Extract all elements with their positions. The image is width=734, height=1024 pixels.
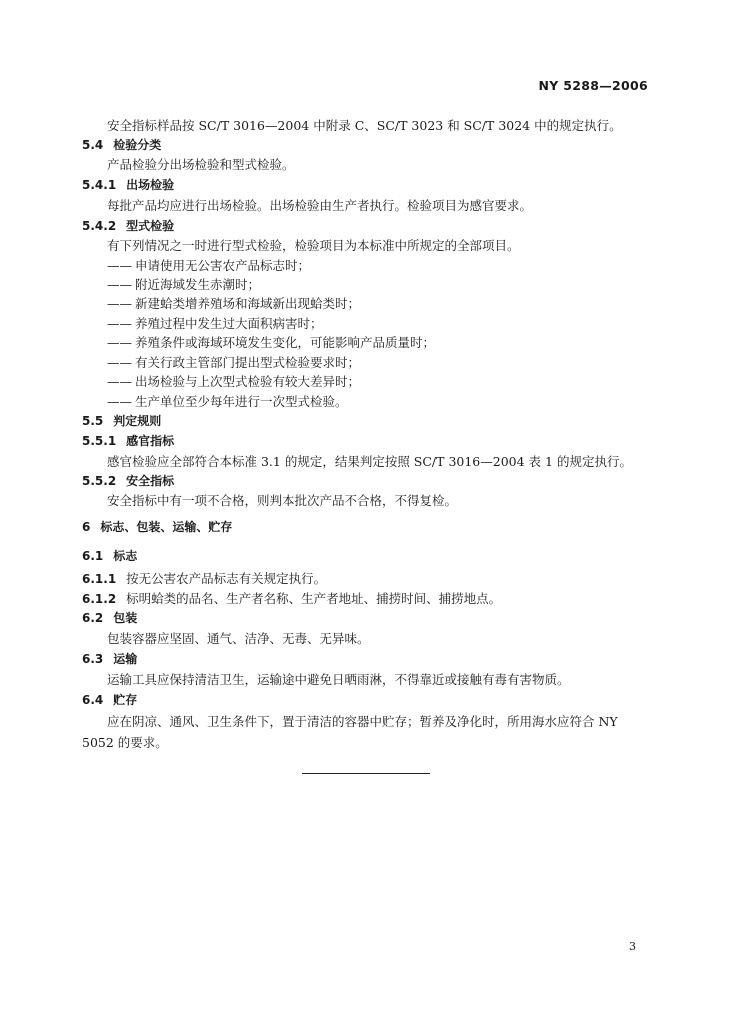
list-item bbox=[107, 335, 435, 350]
section-title: 贮存 bbox=[113, 693, 138, 707]
list-item bbox=[107, 296, 360, 311]
list-item-text: 养殖过程中发生过大面积病害时； bbox=[135, 316, 323, 331]
numbered-clause bbox=[82, 571, 326, 586]
list-item bbox=[107, 374, 360, 389]
section-title: 出场检验 bbox=[126, 178, 175, 192]
body-text: 安全指标样品按 SC/T 3016—2004 中附录 C、SC/T 3023 和 SC/T 3024 中的规定执行。 bbox=[107, 118, 622, 133]
section-number: 6 bbox=[82, 520, 91, 534]
list-item bbox=[107, 258, 310, 273]
section-title: 型式检验 bbox=[126, 219, 175, 233]
end-rule bbox=[302, 773, 430, 774]
list-item bbox=[107, 355, 360, 370]
dash-marker: —— bbox=[107, 277, 132, 292]
document-id-header: NY 5288—2006 bbox=[538, 78, 648, 93]
numbered-clause bbox=[82, 591, 501, 606]
list-item-text: 养殖条件或海域环境发生变化，可能影响产品质量时； bbox=[135, 335, 436, 350]
dash-marker: —— bbox=[107, 374, 132, 389]
section-title: 安全指标 bbox=[126, 474, 175, 488]
body-text: 每批产品均应进行出场检验。出场检验由生产者执行。检验项目为感官要求。 bbox=[107, 198, 533, 213]
clause-text: 标明蛤类的品名、生产者名称、生产者地址、捕捞时间、捕捞地点。 bbox=[126, 591, 502, 606]
section-heading bbox=[82, 549, 137, 563]
list-item-text: 生产单位至少每年进行一次型式检验。 bbox=[135, 394, 348, 409]
body-text: 运输工具应保持清洁卫生，运输途中避免日晒雨淋，不得靠近或接触有毒有害物质。 bbox=[107, 672, 570, 687]
section-number: 5.5 bbox=[82, 414, 104, 428]
section-title: 检验分类 bbox=[113, 138, 162, 152]
section-heading bbox=[82, 474, 174, 488]
list-item bbox=[107, 277, 260, 292]
section-title: 标志、包装、运输、贮存 bbox=[100, 520, 233, 534]
section-heading bbox=[82, 520, 232, 534]
section-number: 5.4.2 bbox=[82, 219, 117, 233]
dash-marker: —— bbox=[107, 335, 132, 350]
dash-marker: —— bbox=[107, 258, 132, 273]
list-item bbox=[107, 394, 348, 409]
section-title: 包装 bbox=[113, 611, 138, 625]
section-heading bbox=[82, 414, 161, 428]
list-item-text: 附近海域发生赤潮时； bbox=[135, 277, 261, 292]
page-number: 3 bbox=[629, 940, 636, 953]
section-title: 运输 bbox=[113, 652, 138, 666]
section-title: 标志 bbox=[113, 549, 138, 563]
section-number: 6.2 bbox=[82, 611, 104, 625]
body-text: 感官检验应全部符合本标准 3.1 的规定，结果判定按照 SC/T 3016—2004 表 1 的规定执行。 bbox=[107, 454, 632, 469]
clause-number: 6.1.1 bbox=[82, 572, 117, 586]
section-heading bbox=[82, 693, 137, 707]
body-text: 安全指标中有一项不合格，则判本批次产品不合格，不得复检。 bbox=[107, 493, 458, 508]
section-heading bbox=[82, 138, 161, 152]
section-number: 6.1 bbox=[82, 549, 104, 563]
list-item-text: 申请使用无公害农产品标志时； bbox=[135, 258, 311, 273]
list-item-text: 有关行政主管部门提出型式检验要求时； bbox=[135, 355, 361, 370]
section-number: 5.5.2 bbox=[82, 474, 117, 488]
list-item-text: 新建蛤类增养殖场和海域新出现蛤类时； bbox=[135, 296, 361, 311]
section-heading bbox=[82, 178, 174, 192]
list-item-text: 出场检验与上次型式检验有较大差异时； bbox=[135, 374, 361, 389]
body-text: 包装容器应坚固、通气、洁净、无毒、无异味。 bbox=[107, 631, 370, 646]
dash-marker: —— bbox=[107, 316, 132, 331]
clause-number: 6.1.2 bbox=[82, 592, 117, 606]
dash-marker: —— bbox=[107, 394, 132, 409]
dash-marker: —— bbox=[107, 296, 132, 311]
section-heading bbox=[82, 611, 137, 625]
section-number: 5.4.1 bbox=[82, 178, 117, 192]
section-number: 6.4 bbox=[82, 693, 104, 707]
body-text: 有下列情况之一时进行型式检验，检验项目为本标准中所规定的全部项目。 bbox=[107, 238, 520, 253]
storage-paragraph: 应在阴凉、通风、卫生条件下，置于清洁的容器中贮存；暂养及净化时，所用海水应符合 NY 5052 的要求。 bbox=[82, 714, 618, 750]
section-heading bbox=[82, 219, 174, 233]
section-number: 5.5.1 bbox=[82, 434, 117, 448]
list-item bbox=[107, 316, 323, 331]
section-heading bbox=[82, 652, 137, 666]
dash-marker: —— bbox=[107, 355, 132, 370]
section-title: 判定规则 bbox=[113, 414, 162, 428]
body-text: 产品检验分出场检验和型式检验。 bbox=[107, 157, 295, 172]
clause-text: 按无公害农产品标志有关规定执行。 bbox=[126, 571, 327, 586]
section-heading bbox=[82, 434, 174, 448]
section-number: 5.4 bbox=[82, 138, 104, 152]
section-number: 6.3 bbox=[82, 652, 104, 666]
section-title: 感官指标 bbox=[126, 434, 175, 448]
